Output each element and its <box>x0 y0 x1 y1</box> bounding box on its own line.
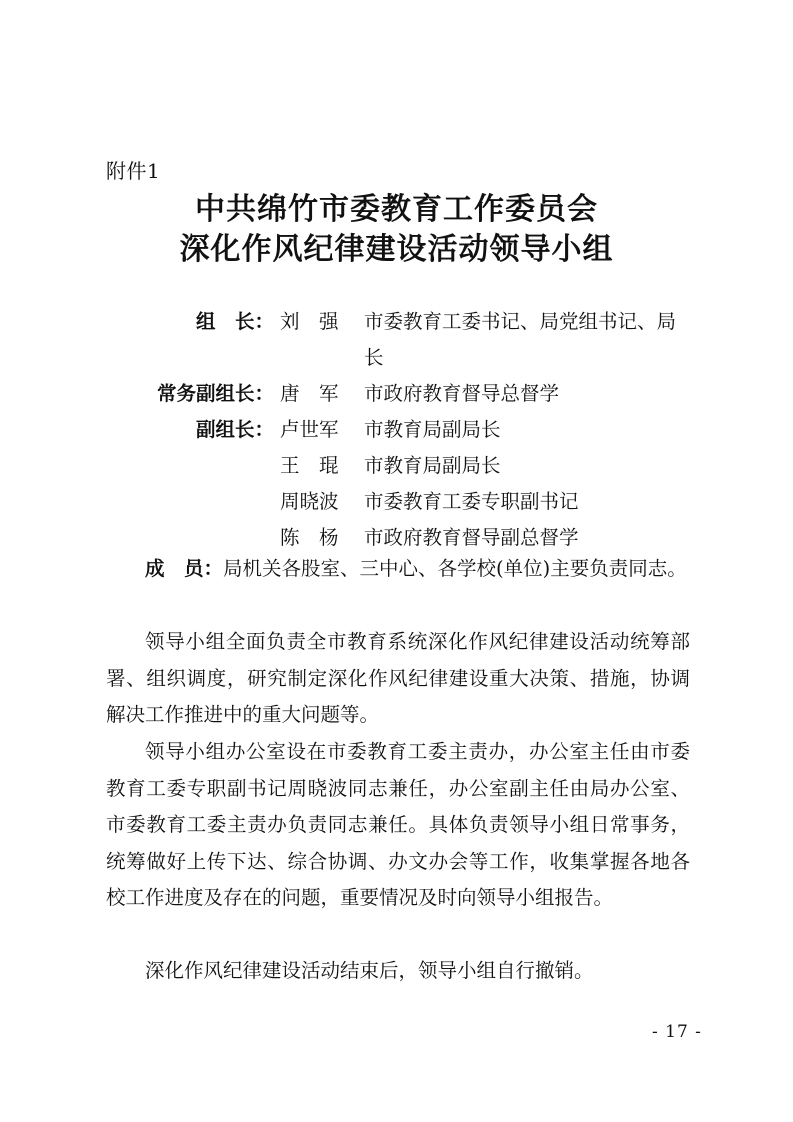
person-duty: 市政府教育督导副总督学 <box>364 526 579 549</box>
person-name: 卢世军 <box>280 418 339 441</box>
person-name: 刘 强 <box>280 310 339 333</box>
person-duty: 市委教育工委书记、局党组书记、局 <box>364 310 677 333</box>
members-label: 成 员： <box>145 557 224 580</box>
role-label: 副组长： <box>195 418 274 441</box>
person-duty-continued: 长 <box>364 346 384 369</box>
document-title-line-2: 深化作风纪律建设活动领导小组 <box>179 232 614 267</box>
attachment-label: 附件1 <box>106 159 161 183</box>
members-paragraph <box>106 551 690 588</box>
person-duty: 市教育局副局长 <box>364 418 501 441</box>
person-name: 王 琨 <box>280 454 339 477</box>
leader-row <box>0 304 793 340</box>
page-number: - 17 - <box>652 1022 702 1042</box>
document-title-line-1: 中共绵竹市委教育工作委员会 <box>195 192 598 227</box>
role-label: 常务副组长： <box>156 382 274 405</box>
role-label: 组 长： <box>195 310 274 333</box>
person-duty: 市教育局副局长 <box>364 454 501 477</box>
person-name: 周晓波 <box>280 490 339 513</box>
person-name: 唐 军 <box>280 382 339 405</box>
deputy-row <box>0 448 793 484</box>
leader-row-continuation <box>0 340 793 376</box>
person-duty: 市政府教育督导总督学 <box>364 382 560 405</box>
executive-deputy-row <box>0 376 793 412</box>
deputy-row <box>0 484 793 520</box>
body-paragraph: 深化作风纪律建设活动结束后，领导小组自行撤销。 <box>145 959 594 982</box>
deputy-row <box>0 412 793 448</box>
body-paragraph: 领导小组办公室设在市委教育工委主责办，办公室主任由市委教育工委专职副书记周晓波同志兼任，办公室副主任由局办公室、市委教育工委主责办负责同志兼任。具体负责领导小组日常事务，统筹做好上传下达、综合协调、办文办会等工作，收集掌握各地各校工作进度及存在的问题，重要情况及时向领导小组报告。 <box>106 740 690 909</box>
members-text: 局机关各股室、三中心、各学校(单位)主要负责同志。 <box>223 557 687 580</box>
body-paragraph: 领导小组全面负责全市教育系统深化作风纪律建设活动统筹部署、组织调度，研究制定深化作风纪律建设重大决策、措施，协调解决工作推进中的重大问题等。 <box>106 630 690 726</box>
person-name: 陈 杨 <box>280 526 339 549</box>
person-duty: 市委教育工委专职副书记 <box>364 490 579 513</box>
